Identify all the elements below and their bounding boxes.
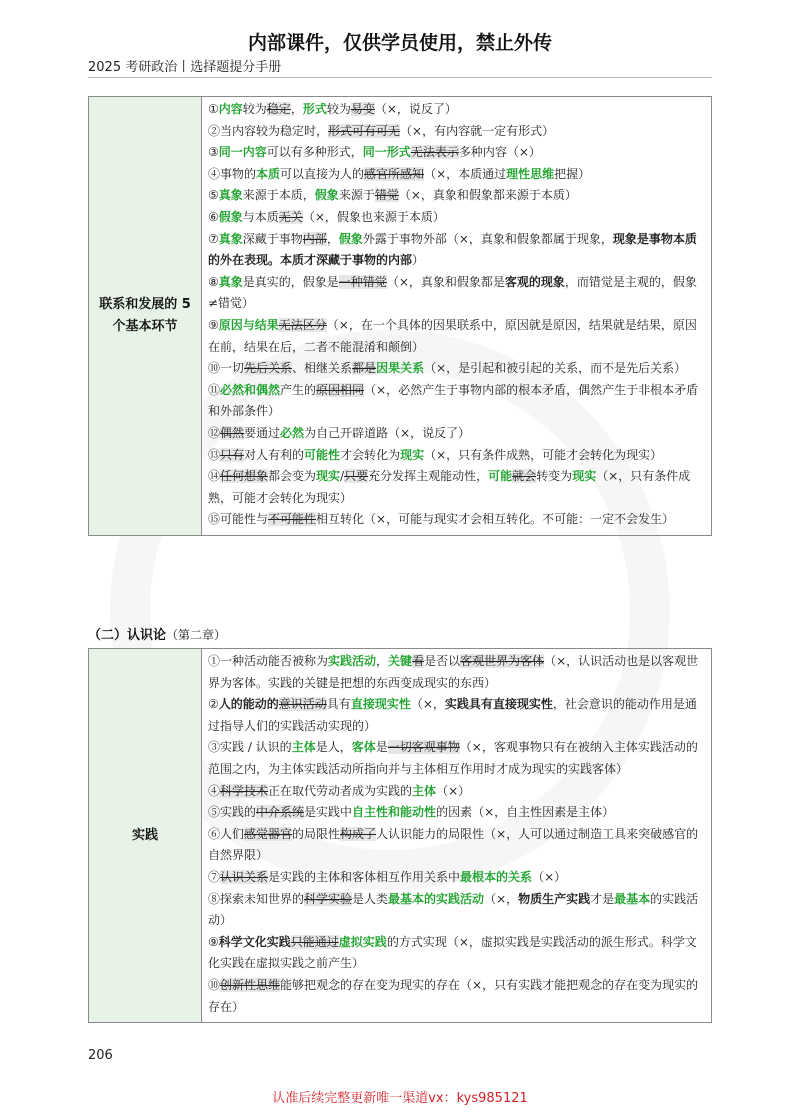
item-text: 是真实的，假象是 [242, 274, 339, 289]
item-text: ⑨ [208, 317, 219, 332]
item-text: ⑤实践的 [208, 805, 257, 820]
struck-text: 任何想象 [220, 469, 269, 484]
item-text: （×，只有条件成熟，可能才会转化为现实） [424, 447, 663, 462]
list-item [208, 975, 705, 1018]
struck-text: 只要 [344, 469, 369, 484]
item-text: 是人类 [352, 891, 389, 906]
item-text: （×，本质通过 [424, 166, 507, 181]
items-cell [202, 97, 712, 536]
item-list [208, 99, 705, 531]
list-item [208, 509, 705, 531]
item-text: ① [208, 102, 219, 116]
keyword-text: 假象 [314, 188, 339, 203]
item-text: ⑧探索未知世界的 [208, 891, 305, 906]
keyword-text: 因果关系 [376, 361, 425, 376]
keyword-text: 自主性和能动性 [352, 805, 437, 820]
struck-text: 感觉器官 [244, 826, 293, 841]
item-text: ③实践 / 认识的 [208, 740, 292, 755]
struck-text: 一切客观事物 [387, 740, 460, 755]
keyword-text: 实践活动 [328, 654, 377, 668]
keyword-text: 假象 [338, 231, 363, 246]
keyword-text: 同一内容 [218, 145, 267, 160]
keyword-text: 主体 [291, 740, 316, 755]
item-text: （×，假象也来源于本质） [302, 209, 445, 224]
item-text: ⑦ [208, 231, 219, 246]
item-text: 的因素（×，自主性因素是主体） [436, 805, 615, 820]
item-text: ④事物的 [208, 166, 257, 181]
item-text: 具有 [326, 697, 351, 712]
list-item [208, 229, 705, 272]
struck-text: 形式可有可无 [328, 123, 401, 138]
struck-text: 偶然 [220, 425, 245, 440]
item-text: （×，真象和假象都是 [386, 274, 505, 289]
item-text: ⑦ [208, 869, 221, 884]
item-text: 较为 [326, 102, 351, 116]
struck-text: 无关 [278, 209, 303, 224]
list-item [208, 207, 705, 229]
item-text: 充分发挥主观能动性， [368, 469, 489, 484]
struck-text: 错觉 [374, 188, 399, 203]
item-text: 才会转化为 [340, 447, 401, 462]
item-text: 可以直接为人的 [280, 166, 365, 181]
item-text: 是人， [315, 740, 352, 755]
struck-text: 无法表示 [410, 145, 459, 160]
keyword-text: 现实 [316, 469, 341, 484]
list-item [208, 737, 705, 780]
struck-text: 看 [412, 654, 425, 668]
item-text: 科学文化实践 [218, 934, 291, 949]
struck-text: 构成了 [340, 826, 377, 841]
table-section-links [88, 96, 712, 536]
item-text: ⑥ [208, 209, 219, 224]
list-item [208, 358, 705, 380]
keyword-text: 真象 [218, 231, 243, 246]
struck-text: 创新性思维 [220, 977, 281, 992]
list-item [208, 781, 705, 803]
item-text: ⑮可能性与 [208, 512, 269, 527]
item-text: （×，说反了） [374, 102, 457, 116]
list-item [208, 99, 705, 121]
items-cell [202, 649, 712, 1023]
list-item [208, 445, 705, 467]
item-text: 的方式实现（×，虚拟实践是实践活动的派生形式。科学文化实践在虚拟实践之前产生） [208, 934, 697, 971]
section-heading [88, 624, 226, 643]
item-text: （×，必然产生于事物内部的根本矛盾，偶然产生于非根本矛盾和外部条件） [208, 382, 699, 419]
item-text: 较为 [242, 102, 267, 116]
item-text: ⑨ [208, 934, 219, 949]
keyword-text: 最根本的关系 [460, 869, 533, 884]
item-text: 实践具有直接现实性 [444, 697, 553, 712]
keyword-text: 必然 [280, 425, 305, 440]
item-text: （×，在一个具体的因果联系中，原因就是原因，结果就是结果，原因在前，结果在后，二者不能混淆和颠倒） [208, 317, 697, 354]
item-text: 相互转化（×，可能与现实才会相互转化。不可能：一定不会发生） [316, 512, 675, 527]
item-text: （×， [410, 697, 445, 712]
section-heading-chapter: （第二章） [166, 628, 227, 642]
keyword-text: 最基本的实践活动 [388, 891, 485, 906]
struck-text: 无法区分 [278, 317, 327, 332]
item-text: 把握） [554, 166, 591, 181]
struck-text: 不可能性 [268, 512, 317, 527]
item-text: 现象是事物本质的外在表现。本质才深藏于事物的内部 [208, 231, 697, 268]
item-text: 转变为 [536, 469, 573, 484]
item-text: ， [326, 231, 339, 246]
item-text: （×，真象和假象都来源于本质） [398, 188, 577, 203]
keyword-text: 可能 [488, 469, 513, 484]
list-item [208, 142, 705, 164]
keyword-text: 最基本 [614, 891, 651, 906]
list-item [208, 272, 705, 315]
item-text: 客观的现象 [504, 274, 565, 289]
item-text: （×） [532, 869, 567, 884]
struck-text: 科学技术 [220, 783, 269, 798]
item-text: 要通过 [244, 425, 281, 440]
list-item [208, 423, 705, 445]
item-text: / [340, 469, 345, 484]
item-text: （×，只有条件成熟，可能才会转化为现实） [208, 469, 691, 505]
item-text: 的局限性 [292, 826, 341, 841]
struck-text: 内部 [302, 231, 327, 246]
item-text: 多种内容（×） [458, 145, 541, 160]
keyword-text: 内容 [218, 102, 243, 116]
table-row [89, 649, 712, 1023]
keyword-text: 现实 [400, 447, 425, 462]
item-text: 来源于本质， [242, 188, 315, 203]
keyword-text: 可能性 [304, 447, 341, 462]
item-text: ⑫ [208, 425, 221, 440]
list-item [208, 651, 705, 694]
struck-text: 中介系统 [256, 805, 305, 820]
struck-text: 感官所感知 [364, 166, 425, 181]
keyword-text: 原因与结果 [218, 317, 279, 332]
list-item [208, 185, 705, 207]
item-text: ， [376, 654, 389, 668]
struck-text: 原因相同 [316, 382, 365, 397]
item-text: ①一种活动能否被称为 [208, 654, 329, 668]
footer-note: 认准后续完整更新唯一渠道vx：kys985121 [272, 1091, 528, 1106]
item-text: 为自己开辟道路（×，说反了） [304, 425, 471, 440]
item-text: 产生的 [280, 382, 317, 397]
item-text: （×） [436, 783, 471, 798]
item-text: ⑩一切 [208, 361, 245, 376]
item-text: 人认识能力的局限性（×，人可以通过制造工具来突破感官的自然界限） [208, 826, 699, 863]
struck-text: 科学实验 [304, 891, 353, 906]
item-text: （×，认识活动也是以客观世界为客体。实践的关键是把想的东西变成现实的东西） [208, 654, 699, 690]
item-text: ②当内容较为稳定时， [208, 123, 329, 138]
keyword-text: 虚拟实践 [338, 934, 387, 949]
item-text: 才是 [590, 891, 615, 906]
header-divider [88, 77, 712, 78]
struck-text: 一种错觉 [338, 274, 387, 289]
item-text: ） [412, 253, 425, 268]
item-text: 外露于事物外部（×，真象和假象都属于现象， [362, 231, 613, 246]
section-heading-label: （二）认识论 [88, 628, 167, 643]
keyword-text: 真象 [218, 274, 243, 289]
item-text: （×， [484, 891, 519, 906]
item-text: ⑪ [208, 382, 221, 397]
list-item [208, 315, 705, 358]
item-text: （×，有内容就一定有形式） [400, 123, 555, 138]
list-item [208, 932, 705, 975]
keyword-text: 关键 [388, 654, 413, 668]
item-text: 与本质 [242, 209, 279, 224]
item-text: （×，客观事物只有在被纳入主体实践活动的范围之内，为主体实践活动所指向并与主体相互作用时才成为现实的实践客体） [208, 740, 698, 776]
keyword-text: 现实 [572, 469, 597, 484]
keyword-text: 同一形式 [362, 145, 411, 160]
item-text: 是实践中 [304, 805, 353, 820]
keyword-text: 形式 [302, 102, 327, 116]
struck-text: 都是 [352, 361, 377, 376]
list-item [208, 466, 705, 509]
item-text: 正在取代劳动者成为实践的 [268, 783, 413, 798]
item-text: ② [208, 697, 219, 712]
item-text: 是 [375, 740, 388, 755]
keyword-text: 理性思维 [506, 166, 555, 181]
item-list [208, 651, 705, 1018]
item-text: （×，是引起和被引起的关系，而不是先后关系） [424, 361, 687, 376]
item-text: ， [290, 102, 303, 116]
item-text: ④ [208, 783, 221, 798]
item-text: 可以有多种形式， [266, 145, 363, 160]
list-item [208, 867, 705, 889]
item-text: ⑧ [208, 274, 219, 289]
item-text: 人的能动的 [218, 697, 279, 712]
item-text: ⑤ [208, 188, 219, 203]
page-number: 206 [88, 1048, 113, 1063]
item-text: 是实践的主体和客体相互作用关系中 [268, 869, 461, 884]
item-text: 都会变为 [268, 469, 317, 484]
struck-text: 只有 [220, 447, 245, 462]
keyword-text: 本质 [256, 166, 281, 181]
list-item [208, 380, 705, 423]
struck-text: 就会 [512, 469, 537, 484]
keyword-text: 必然和偶然 [220, 382, 281, 397]
item-text: 、相继关系 [292, 361, 353, 376]
list-item [208, 889, 705, 932]
item-text: 是否以 [424, 654, 461, 668]
item-text: 的实践活动） [208, 891, 699, 928]
item-text: ，社会意识的能动作用是通过指导人们的实践活动实现的） [208, 697, 697, 733]
keyword-text: 真象 [218, 188, 243, 203]
list-item [208, 121, 705, 143]
item-text: ⑥人们 [208, 826, 245, 841]
item-text: 深藏于事物 [242, 231, 303, 246]
struck-text: 先后关系 [244, 361, 293, 376]
struck-text: 易变 [350, 102, 375, 116]
item-text: 来源于 [338, 188, 375, 203]
item-text: ，而错觉是主观的，假象≠错觉） [208, 274, 697, 311]
item-text: 物质生产实践 [518, 891, 591, 906]
keyword-text: 主体 [412, 783, 437, 798]
table-section-practice [88, 648, 712, 1023]
struck-text: 客观世界为客体 [460, 654, 545, 668]
struck-text: 只能通过 [290, 934, 339, 949]
category-cell: 联系和发展的 5 个基本环节 [89, 97, 202, 536]
page-header-subtitle: 2025 考研政治丨选择题提分手册 [88, 60, 282, 75]
struck-text: 稳定 [266, 102, 291, 116]
list-item [208, 694, 705, 737]
item-text: 对人有利的 [244, 447, 305, 462]
list-item [208, 164, 705, 186]
item-text: ⑭ [208, 469, 221, 484]
keyword-text: 直接现实性 [350, 697, 411, 712]
keyword-text: 假象 [218, 209, 243, 224]
item-text: ⑩ [208, 977, 221, 992]
struck-text: 意识活动 [278, 697, 327, 712]
struck-text: 认识关系 [220, 869, 269, 884]
category-cell: 实践 [89, 649, 202, 1023]
item-text: ⑬ [208, 447, 221, 462]
item-text: ③ [208, 145, 219, 160]
page-header-title: 内部课件，仅供学员使用，禁止外传 [247, 32, 552, 54]
keyword-text: 客体 [351, 740, 376, 755]
list-item [208, 824, 705, 867]
item-text: 能够把观念的存在变为现实的存在（×，只有实践才能把观念的存在变为现实的存在） [208, 977, 699, 1014]
list-item [208, 802, 705, 824]
table-row [89, 97, 712, 536]
